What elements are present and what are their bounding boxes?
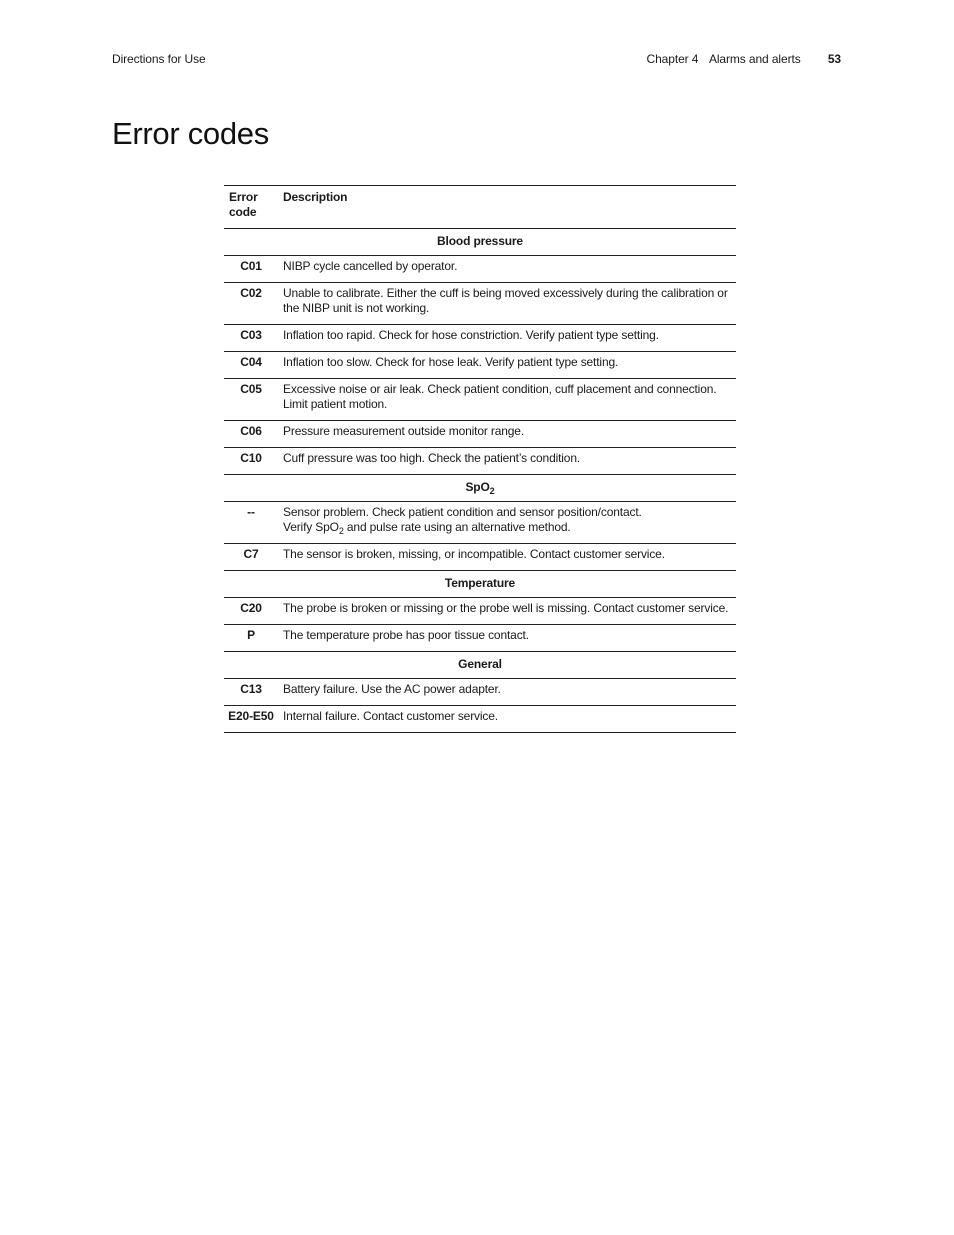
- error-code: C03: [224, 325, 278, 352]
- error-code: E20-E50: [224, 706, 278, 733]
- error-description: Inflation too rapid. Check for hose constriction. Verify patient type setting.: [278, 325, 736, 352]
- error-code: P: [224, 625, 278, 652]
- table-row: [224, 352, 736, 379]
- table-row: [224, 379, 736, 421]
- table-row: [224, 256, 736, 283]
- section-row-general: [224, 652, 736, 679]
- table-row: [224, 448, 736, 475]
- page-title: Error codes: [112, 116, 269, 151]
- table-row: [224, 502, 736, 544]
- error-code: C13: [224, 679, 278, 706]
- table-row: [224, 283, 736, 325]
- error-description: The sensor is broken, missing, or incompatible. Contact customer service.: [278, 544, 736, 571]
- error-description: Unable to calibrate. Either the cuff is being moved excessively during the calibration or the NIBP unit is not working.: [278, 283, 736, 325]
- error-codes-table: [224, 185, 736, 733]
- chapter-title: Alarms and alerts: [708, 52, 801, 66]
- error-code: C06: [224, 421, 278, 448]
- page-number: 53: [827, 52, 841, 66]
- error-description: Cuff pressure was too high. Check the patient’s condition.: [278, 448, 736, 475]
- error-code: --: [224, 502, 278, 544]
- table-row: [224, 706, 736, 733]
- column-header-code-label: Error code: [229, 190, 258, 219]
- error-description: Internal failure. Contact customer service.: [278, 706, 736, 733]
- error-code: C10: [224, 448, 278, 475]
- section-heading: Temperature: [224, 571, 736, 598]
- section-row-spo2: [224, 475, 736, 502]
- column-header-code: [224, 186, 278, 229]
- table-row: [224, 544, 736, 571]
- section-heading-text: SpO: [465, 480, 490, 494]
- error-code: C01: [224, 256, 278, 283]
- error-code: C05: [224, 379, 278, 421]
- document-title: Directions for Use: [112, 52, 206, 66]
- description-line-1: Sensor problem. Check patient condition and sensor position/contact.: [283, 505, 642, 519]
- column-header-description: Description: [278, 186, 736, 229]
- error-description: Excessive noise or air leak. Check patient condition, cuff placement and connection. Limit patient motion.: [278, 379, 736, 421]
- table-row: [224, 421, 736, 448]
- section-heading: Blood pressure: [224, 229, 736, 256]
- table-row: [224, 625, 736, 652]
- section-heading-subscript: 2: [489, 486, 495, 496]
- section-heading: General: [224, 652, 736, 679]
- table-row: [224, 325, 736, 352]
- table-header-row: [224, 186, 736, 229]
- chapter-info: [647, 52, 841, 66]
- description-line-2-subscript: 2: [338, 526, 344, 536]
- description-line-2-start: Verify SpO: [283, 520, 339, 534]
- chapter-number: Chapter 4: [646, 52, 699, 66]
- section-heading: [224, 475, 736, 502]
- error-code: C7: [224, 544, 278, 571]
- error-description: The probe is broken or missing or the probe well is missing. Contact customer service.: [278, 598, 736, 625]
- section-row-temperature: [224, 571, 736, 598]
- running-header: [112, 52, 841, 70]
- table-row: [224, 598, 736, 625]
- error-description: Battery failure. Use the AC power adapter.: [278, 679, 736, 706]
- error-description: Pressure measurement outside monitor range.: [278, 421, 736, 448]
- error-code: C04: [224, 352, 278, 379]
- error-description: Inflation too slow. Check for hose leak. Verify patient type setting.: [278, 352, 736, 379]
- table-row: [224, 679, 736, 706]
- error-description: The temperature probe has poor tissue contact.: [278, 625, 736, 652]
- error-code: C02: [224, 283, 278, 325]
- error-description: [278, 502, 736, 544]
- error-description: NIBP cycle cancelled by operator.: [278, 256, 736, 283]
- section-row-blood-pressure: [224, 229, 736, 256]
- error-code: C20: [224, 598, 278, 625]
- description-line-2-end: and pulse rate using an alternative method.: [343, 520, 571, 534]
